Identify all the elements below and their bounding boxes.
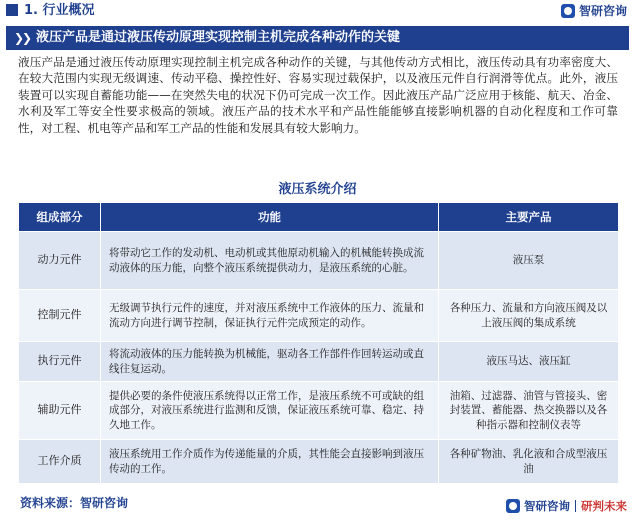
table-header-row	[19, 203, 619, 232]
cell-products: 各种矿物油、乳化液和合成型液压油	[439, 440, 619, 484]
table-title: 液压系统介绍	[278, 182, 357, 197]
title-banner	[6, 26, 629, 50]
top-bar	[0, 0, 635, 24]
table-row	[19, 290, 619, 342]
cell-part: 执行元件	[19, 342, 101, 382]
cell-part: 动力元件	[19, 232, 101, 290]
cell-part: 控制元件	[19, 290, 101, 342]
hydraulic-system-table	[18, 202, 619, 484]
footer-slogan: 研判未来	[581, 499, 627, 513]
cell-function: 提供必要的条件使液压系统得以正常工作，是液压系统不可或缺的组成部分，对液压系统进行监测和反馈，保证液压系统可靠、稳定、持久地工作。	[101, 382, 439, 440]
double-chevron-icon: ❯❯	[14, 31, 31, 45]
cell-function: 将带动它工作的发动机、电动机或其他原动机输入的机械能转换成流动液体的压力能，向整个液压系统提供动力，是液压系统的心脏。	[101, 232, 439, 290]
section-label: 1. 行业概况	[24, 3, 95, 18]
logo-icon	[561, 4, 575, 18]
cell-function: 液压系统用工作介质作为传递能量的介质，其性能会直接影响到液压传动的工作。	[101, 440, 439, 484]
cell-products: 液压马达、液压缸	[439, 342, 619, 382]
table-row	[19, 440, 619, 484]
table-row	[19, 342, 619, 382]
header-products: 主要产品	[439, 203, 619, 232]
header-function: 功能	[101, 203, 439, 232]
cell-function: 无级调节执行元件的速度，并对液压系统中工作液体的压力、流量和流动方向进行调节控制，保证执行元件完成预定的动作。	[101, 290, 439, 342]
logo-icon	[506, 499, 520, 513]
table-row	[19, 232, 619, 290]
logo-divider	[575, 500, 576, 512]
header-part: 组成部分	[19, 203, 101, 232]
cell-part: 辅助元件	[19, 382, 101, 440]
logo-text: 智研咨询	[578, 4, 627, 18]
cell-part: 工作介质	[19, 440, 101, 484]
footer-logo	[506, 498, 627, 514]
brand-logo	[561, 2, 627, 19]
source-note: 资料来源：智研咨询	[20, 496, 129, 510]
section-marker-icon	[6, 4, 18, 16]
cell-products: 液压泵	[439, 232, 619, 290]
cell-products: 各种压力、流量和方向液压阀及以上液压阀的集成系统	[439, 290, 619, 342]
footer-logo-text: 智研咨询	[524, 499, 570, 513]
cell-products: 油箱、过滤器、油管与管接头、密封装置、蓄能器、热交换器以及各种指示器和控制仪表等	[439, 382, 619, 440]
intro-paragraph: 液压产品是通过液压传动原理实现控制主机完成各种动作的关键，与其他传动方式相比，液压传动具有功率密度大、在较大范围内实现无级调速、传动平稳、操控性好、容易实现过载保护，以及液压元件自行润滑等优点。此外，液压装置可以实现自蓄能功能——在突然失电的状况下仍可完成一次工作。因此液压产品广泛应用于核能、航天、冶金、水利及军工等安全性要求极高的领域。液压产品的技术水平和产品性能能够直接影响机器的自动化程度和工作可靠性，对工程、机电等产品和军工产品的性能和发展具有较大影响力。	[18, 55, 618, 135]
cell-function: 将流动液体的压力能转换为机械能，驱动各工作部件作回转运动或直线往复运动。	[101, 342, 439, 382]
banner-title: 液压产品是通过液压传动原理实现控制主机完成各种动作的关键	[36, 30, 401, 45]
table-row	[19, 382, 619, 440]
